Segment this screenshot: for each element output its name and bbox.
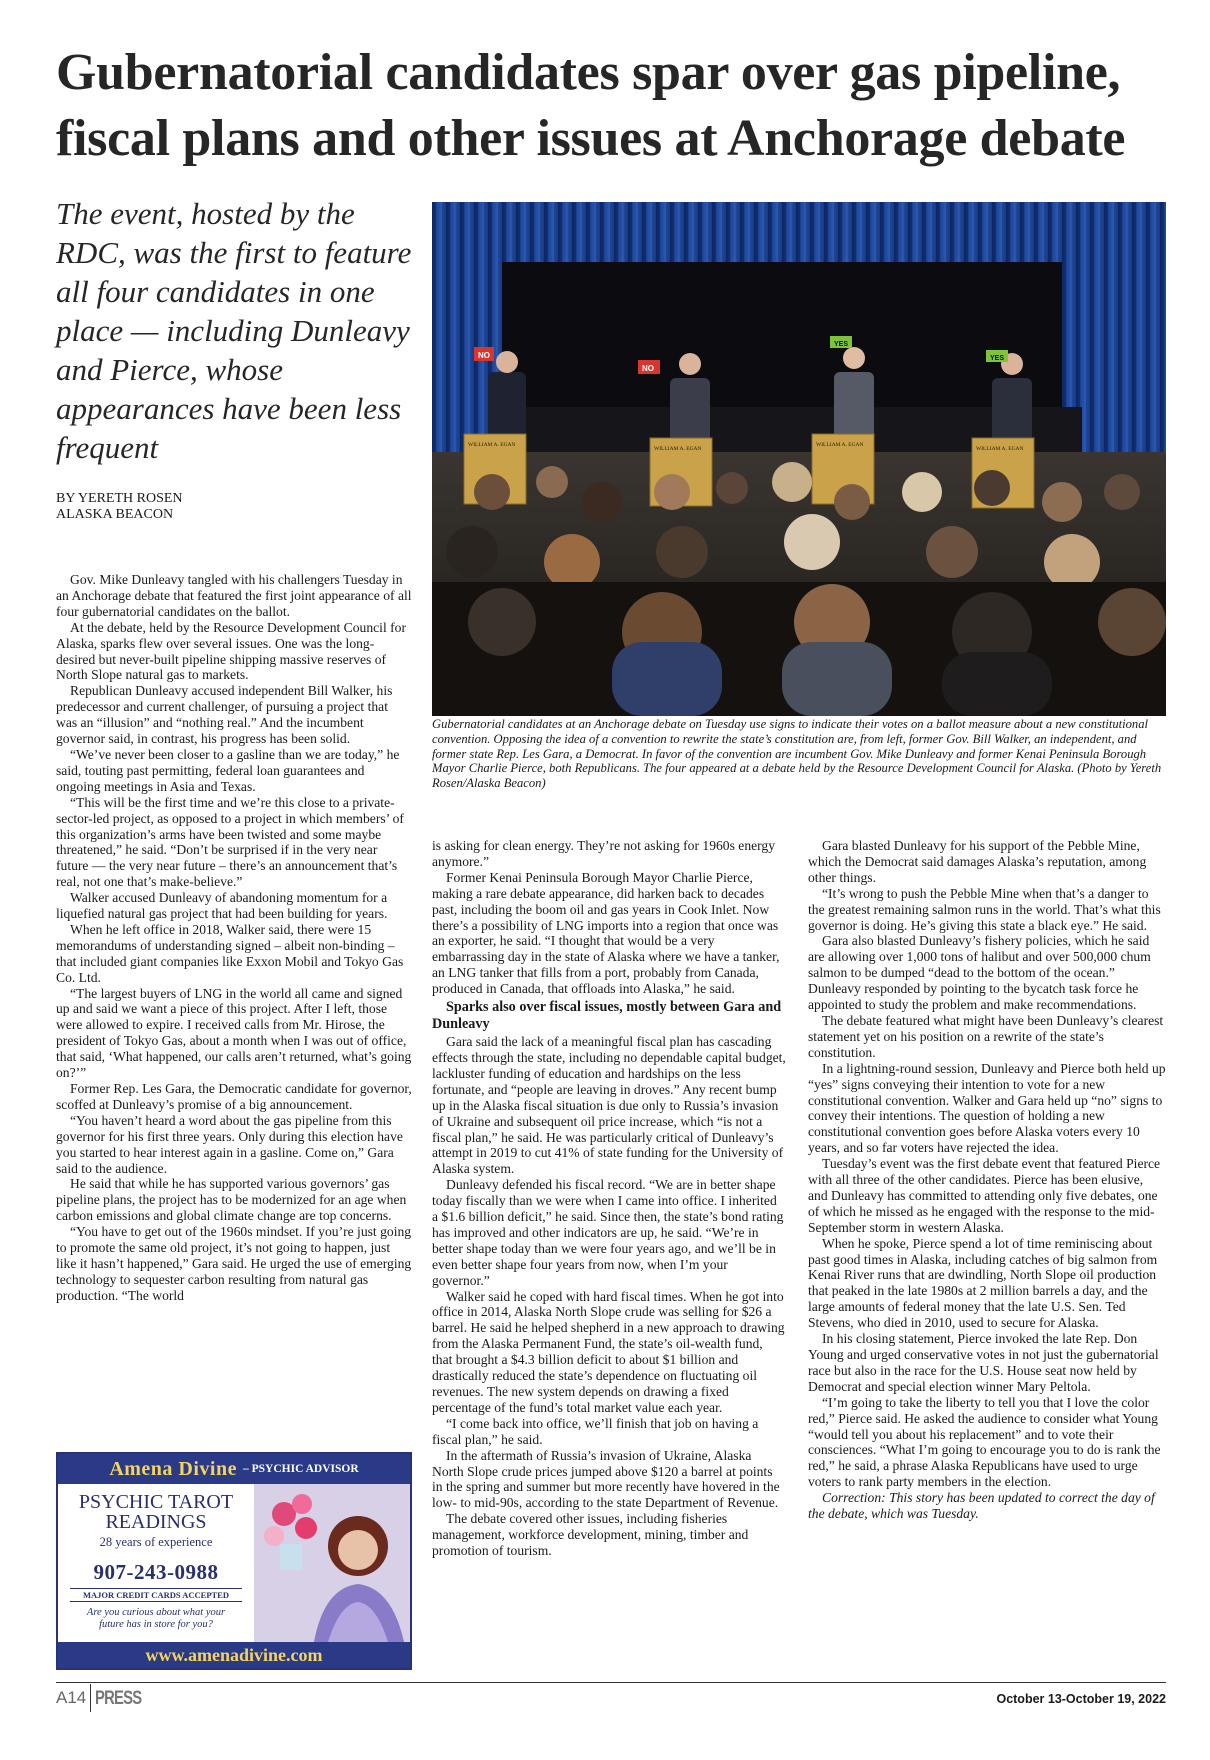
paragraph: In the aftermath of Russia’s invasion of Ukraine, Alaska North Slope crude prices jumped above $120 a barrel at points in the spring and summer but more recently have hovered in the low- to mid-90s, according to the state Department of Revenue.	[432, 1447, 780, 1511]
ad-experience: 28 years of experience	[99, 1535, 213, 1549]
sign-yes-2: YES	[990, 355, 1005, 362]
paragraph: Walker accused Dunleavy of abandoning momentum for a liquefied natural gas project that had been building for years.	[56, 890, 388, 922]
paragraph: Gov. Mike Dunleavy tangled with his challengers Tuesday in an Anchorage debate that featured the first joint appearance of all four gubernatorial candidates on the ballot.	[56, 572, 412, 619]
paragraph: He said that while he has supported various governors’ gas pipeline plans, the project has to be modernized for an age when carbon emissions and global climate change are top concerns.	[56, 1176, 407, 1224]
article-headline: Gubernatorial candidates spar over gas pipeline, fiscal plans and other issues at Anchorage debate	[56, 44, 1126, 167]
ad-headline-line1: PSYCHIC TAROT	[78, 1491, 234, 1513]
sign-yes-1: YES	[834, 341, 849, 348]
paragraph: Gara said the lack of a meaningful fiscal plan has cascading effects through the state, including no dependable capital budget, lackluster funding of education and hardships on the less fortunate, and “people are leaving in droves.” Any recent bump up in the Alaska fiscal situation is due only to Russia’s invasion of Ukraine and subsequent oil price increase, which “is not a fiscal plan,” he said. He was particularly critical of Dunleavy’s attempt in 2019 to cut 41% of state funding for the University of Alaska system.	[432, 1034, 786, 1177]
section-subhead: Sparks also over fiscal issues, mostly between Gara and Dunleavy	[432, 999, 782, 1033]
paragraph: Walker said he coped with hard fiscal times. When he got into office in 2014, Alaska North Slope crude was selling for $26 a barrel. He said he helped shepherd in a new approach to drawing from the Alaska Permanent Fund, the state’s oil-wealth fund, that brought a $4.3 billion deficit to about $1 billion and drastically reduced the state’s dependence on fluctuating oil revenues. The new system depends on drawing a fixed percentage of the fund’s total market value each year.	[432, 1288, 785, 1415]
article-column-1	[56, 572, 412, 1304]
paragraph: “I’m going to take the liberty to tell you that I love the color red,” Pierce said. He asked the audience to consider what Young “would tell you about his replacement” and to vote their consciences. “What I’m going to encourage you to do is rank the red,” he said, a phrase Alaska Republicans have used to urge voters to rank party members in the election.	[808, 1394, 1161, 1490]
podium-label-3: WILLIAM A. EGAN	[816, 442, 864, 448]
footer-rule	[56, 1682, 1166, 1683]
sign-no-2: NO	[642, 364, 654, 373]
photo-caption: Gubernatorial candidates at an Anchorage debate on Tuesday use signs to indicate their votes on a ballot measure about a new constitutional convention. Opposing the idea of a convention to rewrite the state’s constitution are, from left, former Gov. Bill Walker, an independent, and former state Rep. Les Gara, a Democrat. In favor of the convention are incumbent Gov. Mike Dunleavy and former Kenai Peninsula Borough Mayor Charlie Pierce, both Republicans. The four appeared at a debate held by the Resource Development Council for Alaska. (Photo by Yereth Rosen/Alaska Beacon)	[432, 717, 1162, 791]
paragraph: Former Rep. Les Gara, the Democratic candidate for governor, scoffed at Dunleavy’s promise of a big announcement.	[56, 1081, 412, 1112]
ad-website-link[interactable]: www.amenadivine.com	[58, 1642, 410, 1668]
ad-question	[58, 1607, 254, 1631]
article-column-2	[432, 838, 786, 1559]
paragraph: Former Kenai Peninsula Borough Mayor Charlie Pierce, making a rare debate appearance, did harken back to decades past, including the boom oil and gas years in Cook Inlet. Now there’s a possibility of LNG imports into a region that once was an exporter, he said. “I thought that would be a very embarrassing day in the state of Alaska where we have a tanker, an LNG tanker that fills from a port, probably from Canada, produced in Canada, that offloads into Alaska,” he said.	[432, 869, 780, 997]
paragraph: Dunleavy defended his fiscal record. “We are in better shape today fiscally than we were when I came into office. I inherited a $1.6 billion deficit,” he said. Since then, the state’s bond rating has improved and other indicators are up, he said. “We’re in better shape today than we were four years ago, and we’ll be in even better shape four years from now, when I’m your governor.”	[432, 1177, 784, 1288]
paragraph: The debate covered other issues, including fisheries management, workforce development, mining, timber and promotion of tourism.	[432, 1511, 749, 1559]
ad-question-line1: Are you curious about what your	[86, 1607, 226, 1618]
paragraph: In his closing statement, Pierce invoked the late Rep. Don Young and urged conservative votes in not just the gubernatorial race but also in the race for the U.S. House seat now held by Democrat and special election winner Mary Peltola.	[808, 1331, 1159, 1394]
ad-advertiser-name: Amena Divine	[109, 1457, 237, 1480]
publication-logo: PRESS	[95, 1688, 142, 1709]
paragraph: “You have to get out of the 1960s mindset. If you’re just going to promote the same old project, it’s not going to happen, just like it hasn’t happened,” Gara said. He urged the use of emerging technology to sequester carbon resulting from natural gas production. “The world	[56, 1224, 412, 1303]
footer-divider	[90, 1684, 91, 1712]
paragraph: “It’s wrong to push the Pebble Mine when that’s a danger to the greatest remaining salmon runs in the world. That’s what this governor is doing. He’s giving this state a black eye.” He said.	[808, 885, 1161, 933]
paragraph: “This will be the first time and we’re this close to a private-sector-led project, as opposed to a project in which members’ of this organization’s arms have been twisted and some maybe threatened,” he said. “Don’t be surprised if in the very near future — the very near future – there’s an announcement that’s real, not one that’s make-believe.”	[56, 794, 404, 890]
debate-photo	[432, 202, 1166, 716]
podium-label-1: WILLIAM A. EGAN	[468, 442, 516, 448]
ad-headline	[58, 1492, 254, 1532]
paragraph: is asking for clean energy. They’re not asking for 1960s energy anymore.”	[432, 838, 776, 869]
article-deck: The event, hosted by the RDC, was the first to feature all four candidates in one place — including Dunleavy and Pierce, whose appearances have been less frequent	[56, 196, 412, 465]
paragraph: Gara blasted Dunleavy for his support of the Pebble Mine, which the Democrat said damages Alaska’s reputation, among other things.	[808, 838, 1147, 885]
podium-label-4: WILLIAM A. EGAN	[976, 446, 1024, 452]
byline	[56, 491, 416, 523]
podium-label-2: WILLIAM A. EGAN	[654, 446, 702, 452]
paragraph: At the debate, held by the Resource Development Council for Alaska, sparks flew over several issues. One was the long-desired but never-built pipeline shipping massive reserves of North Slope natural gas to markets.	[56, 619, 406, 683]
paragraph: “We’ve never been closer to a gasline than we are today,” he said, touting past permitting, federal loan guarantees and ongoing meetings in Asia and Texas.	[56, 746, 400, 794]
paragraph: Tuesday’s event was the first debate event that featured Pierce with all three of the other candidates. Pierce has been elusive, and Dunleavy has committed to attending only five debates, one of which he missed as he engaged with the response to the mid-September storm in western Alaska.	[808, 1156, 1161, 1235]
ad-question-line2: future has in store for you?	[99, 1619, 213, 1630]
paragraph: In a lightning-round session, Dunleavy and Pierce both held up “yes” signs conveying their intention to vote for a new constitutional convention. Walker and Gara held up “no” signs to convey their intentions. The question of holding a new constitutional convention goes before Alaska voters every 10 years, and so far voters have rejected the idea.	[808, 1060, 1166, 1156]
ad-header	[58, 1454, 410, 1484]
paragraph: The debate featured what might have been Dunleavy’s clearest statement yet on his position on a rewrite of the state’s constitution.	[808, 1012, 1164, 1060]
article-column-3	[808, 838, 1166, 1522]
ad-advertiser-role: – PSYCHIC ADVISOR	[243, 1463, 359, 1475]
paragraph: “The largest buyers of LNG in the world all came and signed up and said we want a piece of this project. After I left, those were allowed to expire. I received calls from Mr. Hirose, the president of Tokyo Gas, about a month when I was out of office, that said, ‘What happened, our calls aren’t returned, what’s going on?’”	[56, 985, 412, 1081]
issue-date: October 13-October 19, 2022	[996, 1692, 1166, 1706]
paragraph: When he left office in 2018, Walker said, there were 15 memorandums of understanding signed – albeit non-binding – that included giant companies like Exxon Mobil and Tokyo Gas Co. Ltd.	[56, 921, 404, 985]
paragraph: When he spoke, Pierce spend a lot of time reminiscing about past good times in Alaska, including catches of big salmon from Kenai River runs that are dwindling, North Slope oil production that peaked in the late 1980s at 2 million barrels a day, and the large amounts of federal money that the late U.S. Sen. Ted Stevens, who died in 2010, used to secure for Alaska.	[808, 1235, 1158, 1331]
ad-advisor-portrait	[254, 1484, 410, 1642]
byline-outlet: ALASKA BEACON	[56, 507, 174, 522]
page-number: A14	[56, 1688, 87, 1707]
paragraph: Republican Dunleavy accused independent Bill Walker, his predecessor and current challenger, of pursuing a project that was an “illusion” and “nothing real.” And the incumbent governor said, in contrast, his progress has been solid.	[56, 683, 393, 747]
ad-credit-cards: MAJOR CREDIT CARDS ACCEPTED	[70, 1588, 242, 1602]
ad-phone[interactable]: 907-243-0988	[93, 1560, 219, 1584]
paragraph: Gara also blasted Dunleavy’s fishery policies, which he said are allowing over 1,000 tons of halibut and over 500,000 chum salmon to be dumped “dead to the bottom of the ocean.” Dunleavy responded by pointing to the bycatch task force he appointed to study the problem and make recommendations.	[808, 933, 1151, 1013]
correction-note: Correction: This story has been updated to correct the day of the debate, which was Tuesday.	[808, 1490, 1155, 1522]
psychic-advertisement[interactable]	[56, 1452, 412, 1670]
paragraph: “I come back into office, we’ll finish that job on having a fiscal plan,” he said.	[432, 1415, 759, 1447]
ad-headline-line2: READINGS	[105, 1511, 207, 1533]
sign-no-1: NO	[478, 351, 490, 360]
byline-author: BY YERETH ROSEN	[56, 491, 183, 506]
paragraph: “You haven’t heard a word about the gas pipeline from this governor for his first three years. Only during this election have you started to hear interest again in a gasline. Come on,” Gara said to the audience.	[56, 1112, 403, 1176]
